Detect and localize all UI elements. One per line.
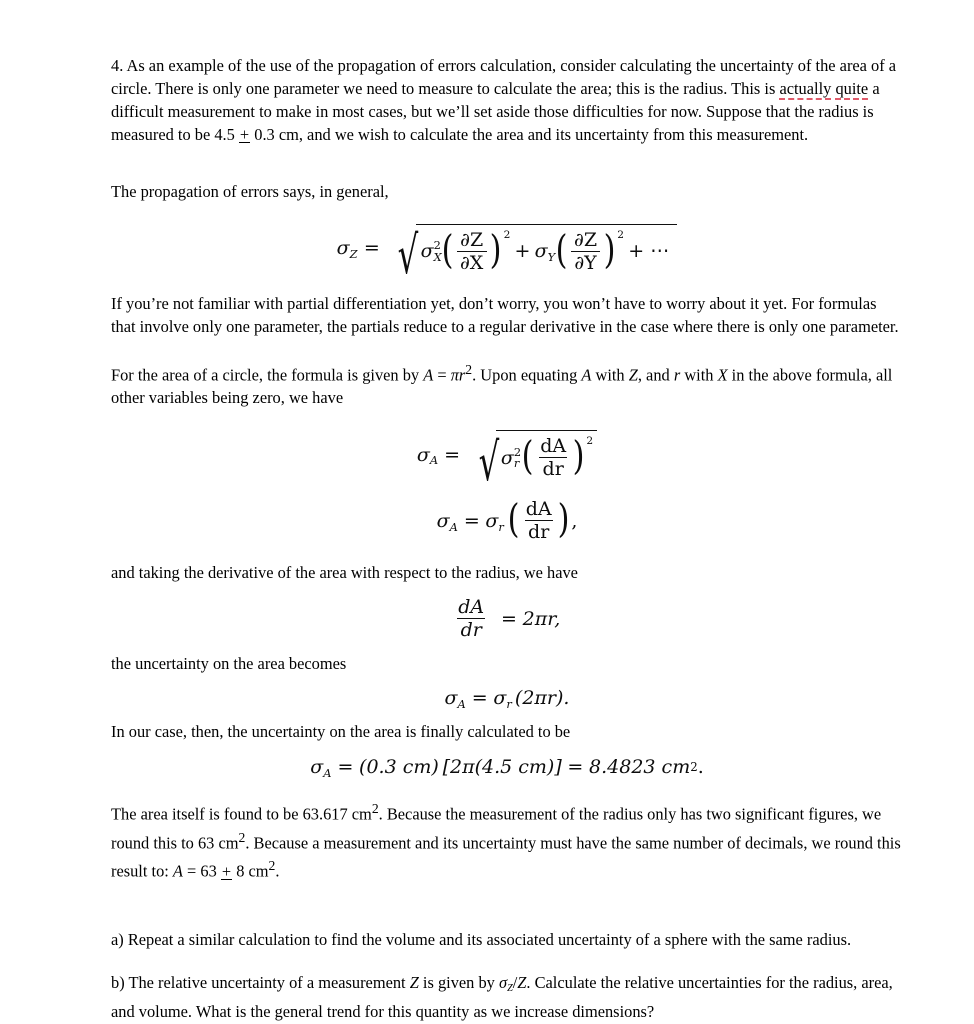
eq6-equals2: = [567, 756, 584, 779]
qb-sigma-subscript: Z [507, 983, 513, 995]
eq1-partial-ZY-group [554, 227, 625, 274]
paragraph-result [111, 798, 903, 883]
area-intro-and: , and [637, 365, 674, 385]
eq4-frac-numerator: dA [458, 596, 485, 619]
paragraph-derivative-lead: and taking the derivative of the area with respect to the radius, we have [111, 563, 578, 583]
var-A: A [423, 365, 434, 385]
eq2-frac-denominator: dr [539, 457, 567, 479]
eq6-equals: = [337, 756, 354, 779]
eq1-sigma-Y: σ Y [534, 240, 556, 264]
eq4-equals: = [501, 607, 517, 630]
equation-sigma-A-numeric [111, 756, 903, 781]
eq2-dAdr-group [520, 436, 593, 479]
eq1-radical [385, 224, 677, 287]
eq3-frac-denominator: dr [525, 520, 553, 542]
result-sup1: 2 [371, 801, 379, 817]
left-paren-icon: ( [507, 497, 520, 543]
eq3-equals: = [463, 509, 480, 532]
result-part1: The area itself is found to be 63.617 cm [111, 804, 372, 824]
left-paren-icon: ( [522, 434, 535, 480]
qb-sigma: σ [498, 973, 508, 993]
paragraph-question-b [111, 972, 903, 1024]
plus-minus-sign: + [239, 124, 250, 144]
equation-propagation-general [111, 224, 903, 287]
equation-sigma-A-final [111, 687, 903, 712]
area-intro-part1: For the area of a circle, the formula is given by [111, 365, 424, 385]
equation-sigma-A-radical [111, 430, 903, 493]
eq1-frac-partial-Z-partial-X [457, 230, 487, 273]
pi-r: πr [450, 365, 466, 385]
eq1-plus: + [514, 240, 531, 263]
eq1-tail-ellipsis: + ⋯ [628, 240, 670, 263]
result-part3: . Because a measurement and its uncertainty must have the same number of decimals, we round this result to: [111, 833, 901, 881]
paragraph-question-a: a) Repeat a similar calculation to find the volume and its associated uncertainty of a sphere with the same radius. [111, 930, 852, 950]
paragraph-final-lead: In our case, then, the uncertainty on the area is finally calculated to be [111, 722, 571, 742]
paragraph-uncertainty-lead: the uncertainty on the area becomes [111, 653, 347, 673]
area-intro-part3: in the above formula, all other variables being zero, we have [111, 365, 893, 407]
result-var-A: A [172, 861, 183, 881]
right-paren-icon: ) [603, 227, 616, 273]
qb-part4: . Calculate the relative uncertainties for the radius, area, and volume. What is the general trend for this quantity as we increase dimensions? [111, 973, 893, 1022]
left-paren-icon: ( [555, 227, 568, 273]
intro-text-part3: 0.3 cm, and we wish to calculate the area and its uncertainty from this measurement. [250, 124, 809, 144]
eq3-frac-dA-dr [522, 499, 555, 542]
eq1-frac-partial-Z-partial-Y [571, 230, 601, 273]
var-Z: Z [628, 365, 638, 385]
paragraph-area-formula-intro [111, 359, 903, 410]
intro-text-part1: 4. As an example of the use of the propagation of errors calculation, consider calculating the uncertainty of the area of a circle. There is only one parameter we need to measure to calculate the area; this is the radius. This is [111, 56, 897, 98]
result-part4: = 63 [182, 861, 221, 881]
paragraph-intro [111, 55, 903, 147]
radical-sign-icon: √ [478, 432, 499, 493]
eq4-frac-denominator: dr [457, 618, 485, 640]
right-paren-icon: ) [557, 497, 570, 543]
area-intro-equals: = [433, 365, 451, 385]
document-content [111, 55, 903, 1024]
paragraph-lead-general: The propagation of errors says, in general, [111, 181, 389, 201]
qb-var-Z: Z [409, 973, 419, 993]
result-part5: 8 cm [232, 861, 269, 881]
eq5-equals: = [471, 687, 488, 710]
qb-slash: / [512, 973, 518, 993]
right-paren-icon: ) [489, 227, 502, 273]
eq6-result-exponent: 2 [690, 760, 698, 775]
eq1-frac2-denominator: ∂Y [571, 251, 600, 273]
eq6-lhs-sigma-A: σ A [310, 756, 332, 781]
eq1-frac1-numerator: ∂Z [460, 228, 484, 251]
eq4-rhs: 2πr, [522, 607, 561, 630]
area-intro-with2: with [680, 365, 718, 385]
result-sup3: 2 [268, 858, 276, 874]
eq1-frac1-denominator: ∂X [457, 251, 487, 273]
eq4-frac-dA-dr [455, 597, 488, 640]
misspelled-word-quite[interactable]: quite [835, 78, 869, 98]
area-intro-part2: . Upon equating [472, 365, 582, 385]
eq2-frac-numerator: dA [540, 434, 567, 457]
paragraph-partials-note: If you’re not familiar with partial differentiation yet, don’t worry, you won’t have to worry about it yet. For formulas that involve only one parameter, the partials reduce to a regular derivative in the case where there is only one parameter. [111, 293, 899, 336]
misspelled-word-actually[interactable]: actually [779, 78, 832, 98]
equation-dA-dr [111, 597, 903, 640]
eq5-lhs-sigma-A: σ A [444, 687, 466, 712]
eq3-frac-numerator: dA [525, 498, 552, 521]
eq3-dAdr-group [506, 499, 571, 542]
result-sup2: 2 [238, 829, 246, 845]
eq3-lhs-sigma-A: σ A [436, 509, 458, 534]
radical-sign-icon: √ [398, 226, 419, 287]
eq2-exponent: 2 [586, 434, 594, 448]
right-paren-icon: ) [572, 434, 585, 480]
intro-text-part2: a difficult measurement to make in most cases, but we’ll set aside those difficulties for now. Suppose that the radius is measured to be 4.5 [111, 78, 880, 144]
eq1-sigma-X-squared: σ X 2 [420, 238, 442, 264]
eq6-term2: [2π(4.5 cm)] [442, 756, 562, 779]
eq1-equals: = [363, 237, 380, 260]
eq1-exponent-1: 2 [503, 227, 511, 241]
var-r: r [673, 365, 681, 385]
eq1-partial-ZX-group [440, 227, 511, 274]
eq6-term1: (0.3 cm) [359, 756, 439, 779]
eq3-comma: , [571, 509, 578, 532]
eq1-exponent-2: 2 [617, 227, 625, 241]
eq2-radical [466, 430, 597, 493]
eq2-sigma-r-squared: σ r 2 [500, 444, 522, 471]
left-paren-icon: ( [441, 227, 454, 273]
eq6-period: . [697, 756, 704, 779]
eq5-rhs-paren: (2πr). [514, 687, 570, 710]
eq2-frac-dA-dr [537, 436, 570, 479]
qb-var-Z-2: Z [517, 973, 527, 993]
equation-sigma-A-product [111, 499, 903, 542]
qb-part2: is given by [418, 973, 499, 993]
eq3-sigma-r: σ r [485, 509, 504, 534]
eq5-sigma-r: σ r [493, 687, 512, 712]
qb-part1: b) The relative uncertainty of a measurement [111, 973, 410, 993]
eq6-result: 8.4823 cm [589, 756, 691, 779]
var-A-2: A [581, 365, 592, 385]
eq2-equals: = [444, 443, 460, 466]
result-part6: . [275, 861, 280, 881]
eq2-lhs-sigma-A: σ A [416, 443, 439, 468]
plus-minus-sign: + [221, 861, 232, 881]
eq1-frac2-numerator: ∂Z [574, 228, 598, 251]
area-intro-with1: with [591, 365, 629, 385]
var-X: X [717, 365, 728, 385]
pi-r-exponent: 2 [465, 361, 473, 377]
eq1-lhs-sigma-Z: σ Z [336, 237, 358, 261]
result-part2: . Because the measurement of the radius only has two significant figures, we round this to 63 cm [111, 804, 882, 853]
